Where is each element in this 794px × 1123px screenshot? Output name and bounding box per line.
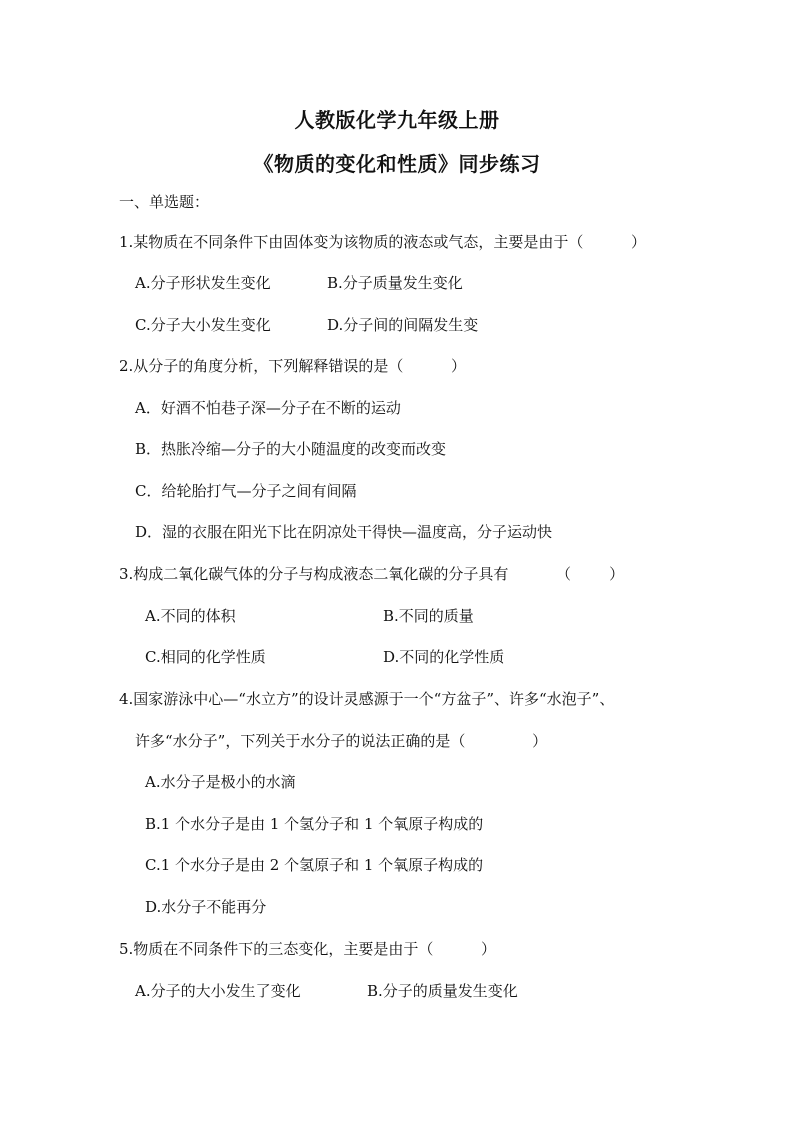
question-4-option-d: D.水分子不能再分 — [145, 898, 267, 916]
question-2-option-b: B．热胀冷缩—分子的大小随温度的改变而改变 — [135, 440, 447, 458]
question-1-option-c: C.分子大小发生变化 — [135, 316, 271, 334]
question-3-option-d: D.不同的化学性质 — [383, 648, 505, 666]
question-3-stem: 3.构成二氧化碳气体的分子与构成液态二氧化碳的分子具有 （ ） — [119, 565, 625, 583]
page-title-line1: 人教版化学九年级上册 — [294, 108, 500, 132]
question-3-option-b: B.不同的质量 — [383, 607, 474, 625]
question-5-stem: 5.物质在不同条件下的三态变化，主要是由于（ ） — [119, 940, 496, 958]
page-title-line2: 《物质的变化和性质》同步练习 — [253, 152, 541, 176]
question-4-option-a: A.水分子是极小的水滴 — [145, 773, 296, 791]
question-4-stem-line1: 4.国家游泳中心—“水立方”的设计灵感源于一个“方盆子”、许多“水泡子”、 — [119, 690, 615, 708]
question-5-option-b: B.分子的质量发生变化 — [367, 982, 518, 1000]
question-2-option-a: A．好酒不怕巷子深—分子在不断的运动 — [135, 399, 401, 417]
question-1-option-d: D.分子间的间隔发生变 — [327, 316, 479, 334]
question-3-option-a: A.不同的体积 — [145, 607, 236, 625]
question-2-stem: 2.从分子的角度分析，下列解释错误的是（ ） — [119, 357, 466, 375]
question-2-option-d: D．湿的衣服在阳光下比在阴凉处干得快—温度高，分子运动快 — [135, 523, 553, 541]
question-4-option-c: C.1 个水分子是由 2 个氢原子和 1 个氧原子构成的 — [145, 856, 484, 874]
question-1-option-b: B.分子质量发生变化 — [327, 274, 463, 292]
question-1-option-a: A.分子形状发生变化 — [135, 274, 271, 292]
question-5-option-a: A.分子的大小发生了变化 — [135, 982, 301, 1000]
question-3-option-c: C.相同的化学性质 — [145, 648, 266, 666]
question-4-option-b: B.1 个水分子是由 1 个氢分子和 1 个氧原子构成的 — [145, 815, 484, 833]
question-1-stem: 1.某物质在不同条件下由固体变为该物质的液态或气态，主要是由于（ ） — [119, 233, 646, 251]
question-4-stem-line2: 许多“水分子”，下列关于水分子的说法正确的是（ ） — [135, 732, 548, 750]
section-heading: 一、单选题： — [119, 193, 210, 211]
question-2-option-c: C．给轮胎打气—分子之间有间隔 — [135, 482, 357, 500]
